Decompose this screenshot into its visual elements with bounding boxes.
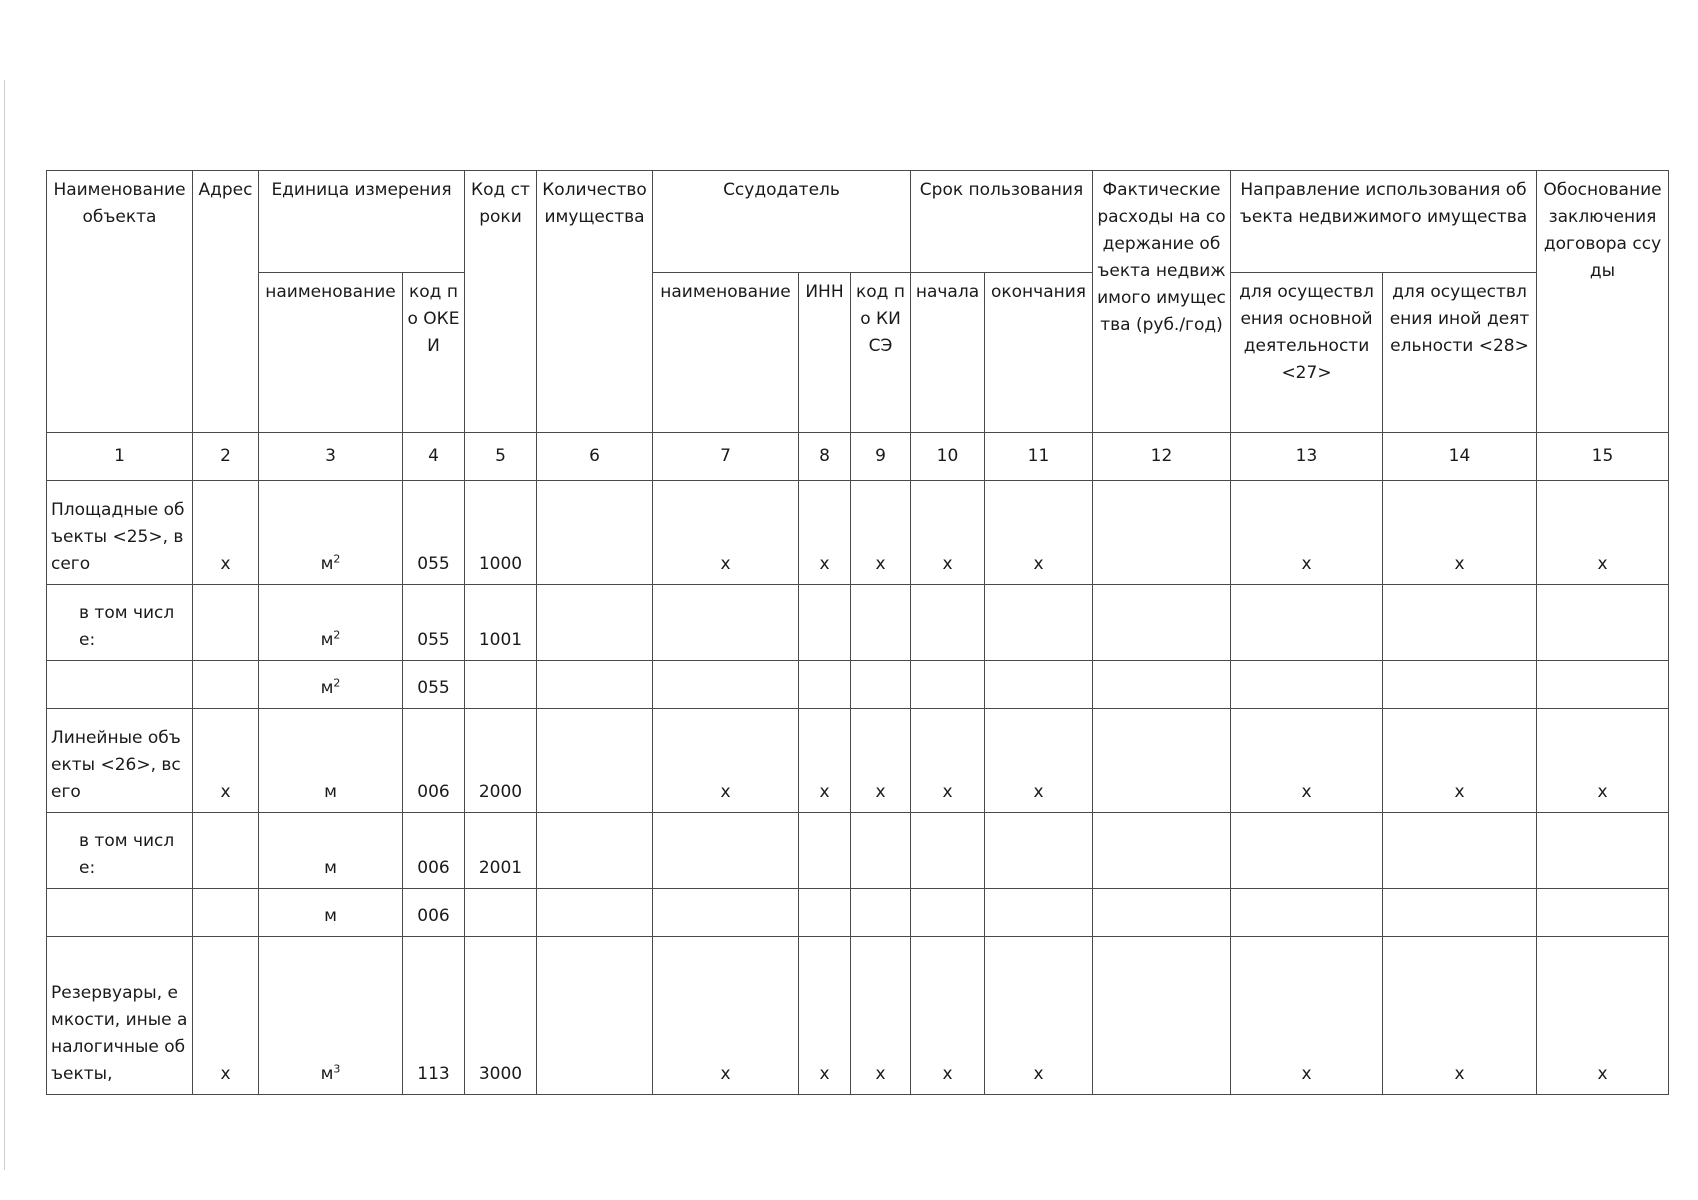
line-code-cell: 2001 [465, 813, 537, 889]
unit-name-cell [259, 813, 403, 889]
usage-main-cell [1231, 585, 1383, 661]
usage-main-cell [1231, 889, 1383, 937]
address-cell: х [193, 481, 259, 585]
line-code-cell: 3000 [465, 937, 537, 1095]
expenses-cell [1093, 937, 1231, 1095]
column-number: 3 [259, 433, 403, 481]
unit-exponent: 2 [333, 552, 341, 566]
basis-cell [1537, 585, 1669, 661]
header-period: Срок пользования [911, 171, 1093, 273]
period-end-cell: х [985, 481, 1093, 585]
unit-name-cell [259, 937, 403, 1095]
usage-other-cell [1383, 813, 1537, 889]
unit-symbol: м [324, 782, 337, 802]
header-lender: Ссудодатель [653, 171, 911, 273]
object-name-cell: Линейные объекты <26>, всего [47, 709, 193, 813]
period-start-cell: х [911, 937, 985, 1095]
header-address: Адрес [193, 171, 259, 433]
object-name-cell [47, 889, 193, 937]
header-unit-code: код по ОКЕИ [403, 273, 465, 433]
period-end-cell: х [985, 937, 1093, 1095]
address-cell [193, 585, 259, 661]
address-cell: х [193, 709, 259, 813]
basis-cell: х [1537, 481, 1669, 585]
period-start-cell [911, 585, 985, 661]
period-start-cell [911, 661, 985, 709]
column-number-row [47, 433, 1669, 481]
expenses-cell [1093, 661, 1231, 709]
lender-name-cell [653, 813, 799, 889]
table-row [47, 661, 1669, 709]
column-number: 14 [1383, 433, 1537, 481]
lender-inn-cell [799, 661, 851, 709]
usage-other-cell: х [1383, 709, 1537, 813]
line-code-cell [465, 661, 537, 709]
address-cell [193, 813, 259, 889]
address-cell [193, 661, 259, 709]
unit-exponent: 3 [333, 1062, 341, 1076]
column-number: 13 [1231, 433, 1383, 481]
basis-cell: х [1537, 709, 1669, 813]
okei-code-cell: 006 [403, 709, 465, 813]
lender-kise-cell: х [851, 481, 911, 585]
period-start-cell [911, 889, 985, 937]
expenses-cell [1093, 709, 1231, 813]
unit-name-cell [259, 709, 403, 813]
lender-kise-cell [851, 889, 911, 937]
line-code-cell: 2000 [465, 709, 537, 813]
lender-kise-cell [851, 813, 911, 889]
header-lender-inn: ИНН [799, 273, 851, 433]
basis-cell: х [1537, 937, 1669, 1095]
column-number: 8 [799, 433, 851, 481]
usage-other-cell [1383, 585, 1537, 661]
lender-inn-cell: х [799, 481, 851, 585]
header-usage-main: для осуществления основной деятельности <27> [1231, 273, 1383, 433]
usage-main-cell: х [1231, 709, 1383, 813]
unit-symbol: м [320, 1064, 334, 1084]
unit-exponent: 2 [333, 628, 341, 642]
lender-name-cell: х [653, 709, 799, 813]
okei-code-cell: 055 [403, 481, 465, 585]
column-number: 7 [653, 433, 799, 481]
basis-cell [1537, 889, 1669, 937]
header-unit: Единица измерения [259, 171, 465, 273]
lender-kise-cell: х [851, 937, 911, 1095]
okei-code-cell: 113 [403, 937, 465, 1095]
lender-name-cell [653, 585, 799, 661]
okei-code-cell: 055 [403, 661, 465, 709]
usage-other-cell: х [1383, 481, 1537, 585]
object-name-cell: Резервуары, емкости, иные аналогичные объекты, [47, 937, 193, 1095]
lender-name-cell: х [653, 937, 799, 1095]
okei-code-cell: 006 [403, 813, 465, 889]
lender-inn-cell: х [799, 709, 851, 813]
unit-exponent: 2 [333, 676, 341, 690]
usage-main-cell [1231, 813, 1383, 889]
okei-code-cell: 055 [403, 585, 465, 661]
header-period-start: начала [911, 273, 985, 433]
lender-name-cell: х [653, 481, 799, 585]
quantity-cell [537, 481, 653, 585]
lender-kise-cell [851, 661, 911, 709]
lender-kise-cell [851, 585, 911, 661]
period-start-cell: х [911, 709, 985, 813]
unit-name-cell [259, 889, 403, 937]
table-row [47, 709, 1669, 813]
usage-other-cell [1383, 661, 1537, 709]
quantity-cell [537, 937, 653, 1095]
table-row [47, 481, 1669, 585]
column-number: 11 [985, 433, 1093, 481]
object-name-cell: в том числе: [47, 585, 193, 661]
period-end-cell [985, 585, 1093, 661]
column-number: 10 [911, 433, 985, 481]
usage-main-cell: х [1231, 937, 1383, 1095]
lender-kise-cell: х [851, 709, 911, 813]
unit-name-cell [259, 481, 403, 585]
quantity-cell [537, 661, 653, 709]
unit-symbol: м [320, 554, 334, 574]
unit-name-cell [259, 585, 403, 661]
period-end-cell: х [985, 709, 1093, 813]
period-end-cell [985, 813, 1093, 889]
header-row-top [47, 171, 1669, 273]
property-lending-form-table [46, 170, 1669, 1095]
header-basis: Обоснование заключения договора ссуды [1537, 171, 1669, 433]
column-number: 1 [47, 433, 193, 481]
header-line-code: Код строки [465, 171, 537, 433]
table-row [47, 585, 1669, 661]
unit-symbol: м [320, 630, 334, 650]
table-row [47, 889, 1669, 937]
column-number: 6 [537, 433, 653, 481]
quantity-cell [537, 709, 653, 813]
quantity-cell [537, 889, 653, 937]
header-quantity: Количество имущества [537, 171, 653, 433]
usage-main-cell [1231, 661, 1383, 709]
lender-name-cell [653, 889, 799, 937]
header-expenses: Фактические расходы на содержание объекта недвижимого имущества (руб./год) [1093, 171, 1231, 433]
period-start-cell [911, 813, 985, 889]
header-period-end: окончания [985, 273, 1093, 433]
header-name: Наименование объекта [47, 171, 193, 433]
lender-inn-cell [799, 813, 851, 889]
column-number: 4 [403, 433, 465, 481]
expenses-cell [1093, 481, 1231, 585]
line-code-cell [465, 889, 537, 937]
object-name-cell: Площадные объекты <25>, всего [47, 481, 193, 585]
table-row [47, 937, 1669, 1095]
unit-symbol: м [324, 858, 337, 878]
header-lender-kise: код по КИСЭ [851, 273, 911, 433]
page-left-edge [4, 80, 5, 1170]
column-number: 2 [193, 433, 259, 481]
column-number: 12 [1093, 433, 1231, 481]
address-cell: х [193, 937, 259, 1095]
header-usage: Направление использования объекта недвижимого имущества [1231, 171, 1537, 273]
header-row-sub [47, 273, 1669, 433]
unit-name-cell [259, 661, 403, 709]
expenses-cell [1093, 813, 1231, 889]
unit-symbol: м [320, 678, 334, 698]
expenses-cell [1093, 889, 1231, 937]
quantity-cell [537, 585, 653, 661]
period-end-cell [985, 661, 1093, 709]
column-number: 9 [851, 433, 911, 481]
header-usage-other: для осуществления иной деятельности <28> [1383, 273, 1537, 433]
okei-code-cell: 006 [403, 889, 465, 937]
column-number: 15 [1537, 433, 1669, 481]
column-number: 5 [465, 433, 537, 481]
lender-inn-cell [799, 889, 851, 937]
expenses-cell [1093, 585, 1231, 661]
quantity-cell [537, 813, 653, 889]
address-cell [193, 889, 259, 937]
line-code-cell: 1000 [465, 481, 537, 585]
header-lender-name: наименование [653, 273, 799, 433]
lender-name-cell [653, 661, 799, 709]
line-code-cell: 1001 [465, 585, 537, 661]
lender-inn-cell [799, 585, 851, 661]
object-name-cell: в том числе: [47, 813, 193, 889]
usage-other-cell: х [1383, 937, 1537, 1095]
object-name-cell [47, 661, 193, 709]
basis-cell [1537, 813, 1669, 889]
period-start-cell: х [911, 481, 985, 585]
period-end-cell [985, 889, 1093, 937]
unit-symbol: м [324, 906, 337, 926]
usage-other-cell [1383, 889, 1537, 937]
lender-inn-cell: х [799, 937, 851, 1095]
header-unit-name: наименование [259, 273, 403, 433]
usage-main-cell: х [1231, 481, 1383, 585]
basis-cell [1537, 661, 1669, 709]
table-row [47, 813, 1669, 889]
